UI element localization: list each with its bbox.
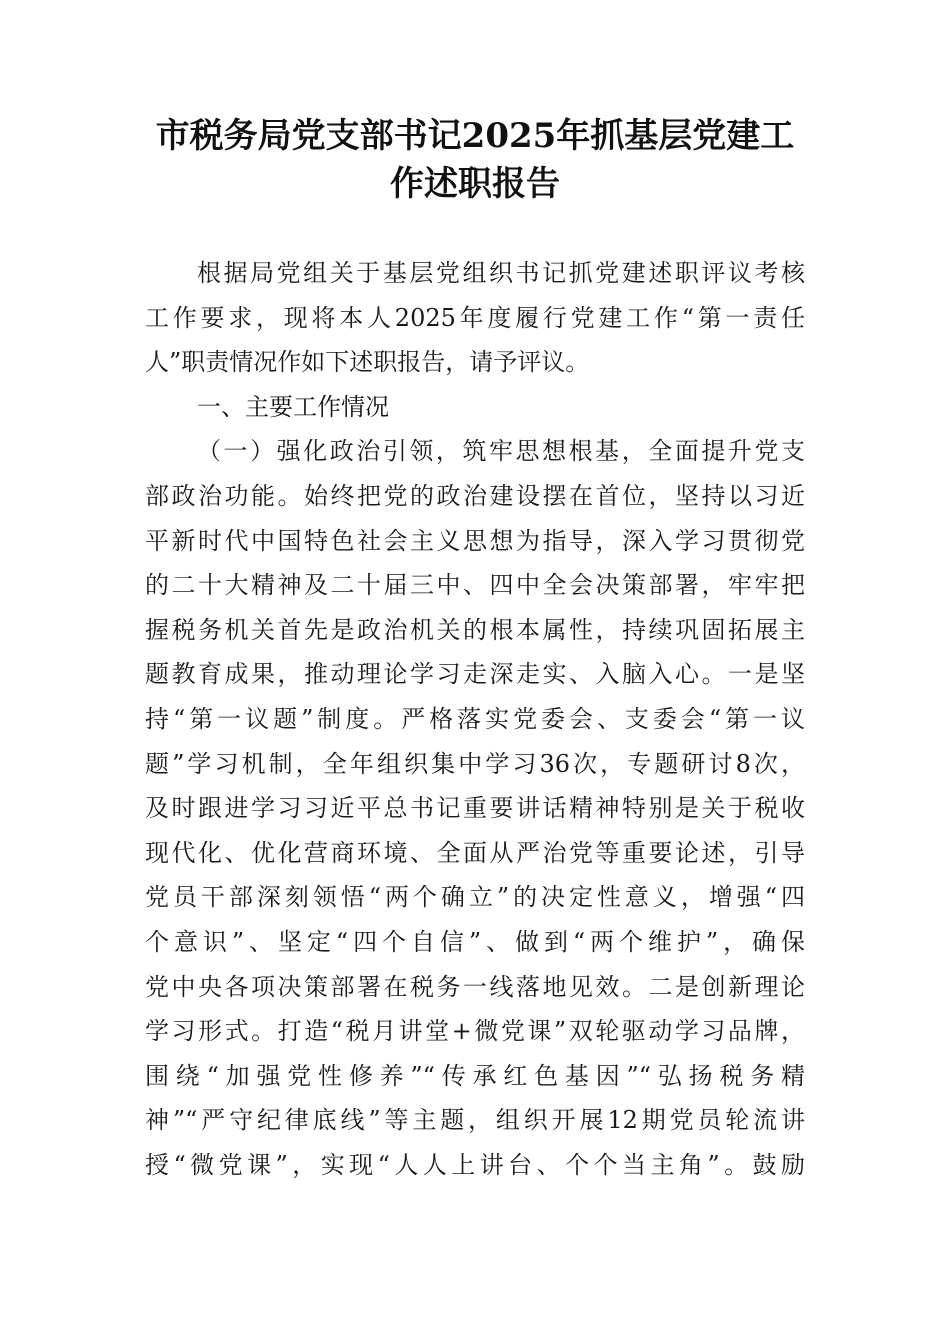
section-line: 党中央各项决策部署在税务一线落地见效。二是创新理论	[145, 972, 805, 1001]
intro-line: 人”职责情况作如下述职报告，请予评议。	[145, 348, 590, 377]
section-line: 授“微党课”，实现“人人上讲台、个个当主角”。鼓励	[145, 1150, 805, 1179]
section-line: 部政治功能。始终把党的政治建设摆在首位，坚持以习近	[145, 481, 805, 510]
section-line: 及时跟进学习习近平总书记重要讲话精神特别是关于税收	[145, 794, 805, 823]
section-line: （一）强化政治引领，筑牢思想根基，全面提升党支	[197, 437, 805, 466]
section-line: 个意识”、坚定“四个自信”、做到“两个维护”，确保	[145, 927, 805, 956]
title-line-1: 市税务局党支部书记2025年抓基层党建工	[155, 116, 795, 156]
section-line: 神”“严守纪律底线”等主题，组织开展12期党员轮流讲	[145, 1106, 805, 1135]
section-heading: 一、主要工作情况	[197, 392, 389, 421]
section-line: 学习形式。打造“税月讲堂+微党课”双轮驱动学习品牌，	[145, 1017, 805, 1046]
intro-line: 根据局党组关于基层党组织书记抓党建述职评议考核	[197, 259, 805, 287]
section-line: 党员干部深刻领悟“两个确立”的决定性意义，增强“四	[145, 883, 805, 912]
section-line: 握税务机关首先是政治机关的根本属性，持续巩固拓展主	[145, 615, 805, 644]
section-line: 的二十大精神及二十届三中、四中全会决策部署，牢牢把	[145, 571, 805, 600]
section-line: 持“第一议题”制度。严格落实党委会、支委会“第一议	[145, 704, 805, 733]
section-line: 平新时代中国特色社会主义思想为指导，深入学习贯彻党	[145, 526, 805, 555]
document-body	[145, 251, 805, 1187]
section-line: 现代化、优化营商环境、全面从严治党等重要论述，引导	[145, 838, 805, 867]
section-line: 围绕“加强党性修养”“传承红色基因”“弘扬税务精	[145, 1061, 805, 1090]
section-line: 题教育成果，推动理论学习走深走实、入脑入心。一是坚	[145, 660, 805, 689]
section-line: 题”学习机制，全年组织集中学习36次，专题研讨8次，	[145, 749, 805, 778]
document-title	[140, 112, 810, 208]
title-line-2: 作述职报告	[390, 164, 560, 204]
intro-line: 工作要求，现将本人2025年度履行党建工作“第一责任	[145, 303, 805, 332]
